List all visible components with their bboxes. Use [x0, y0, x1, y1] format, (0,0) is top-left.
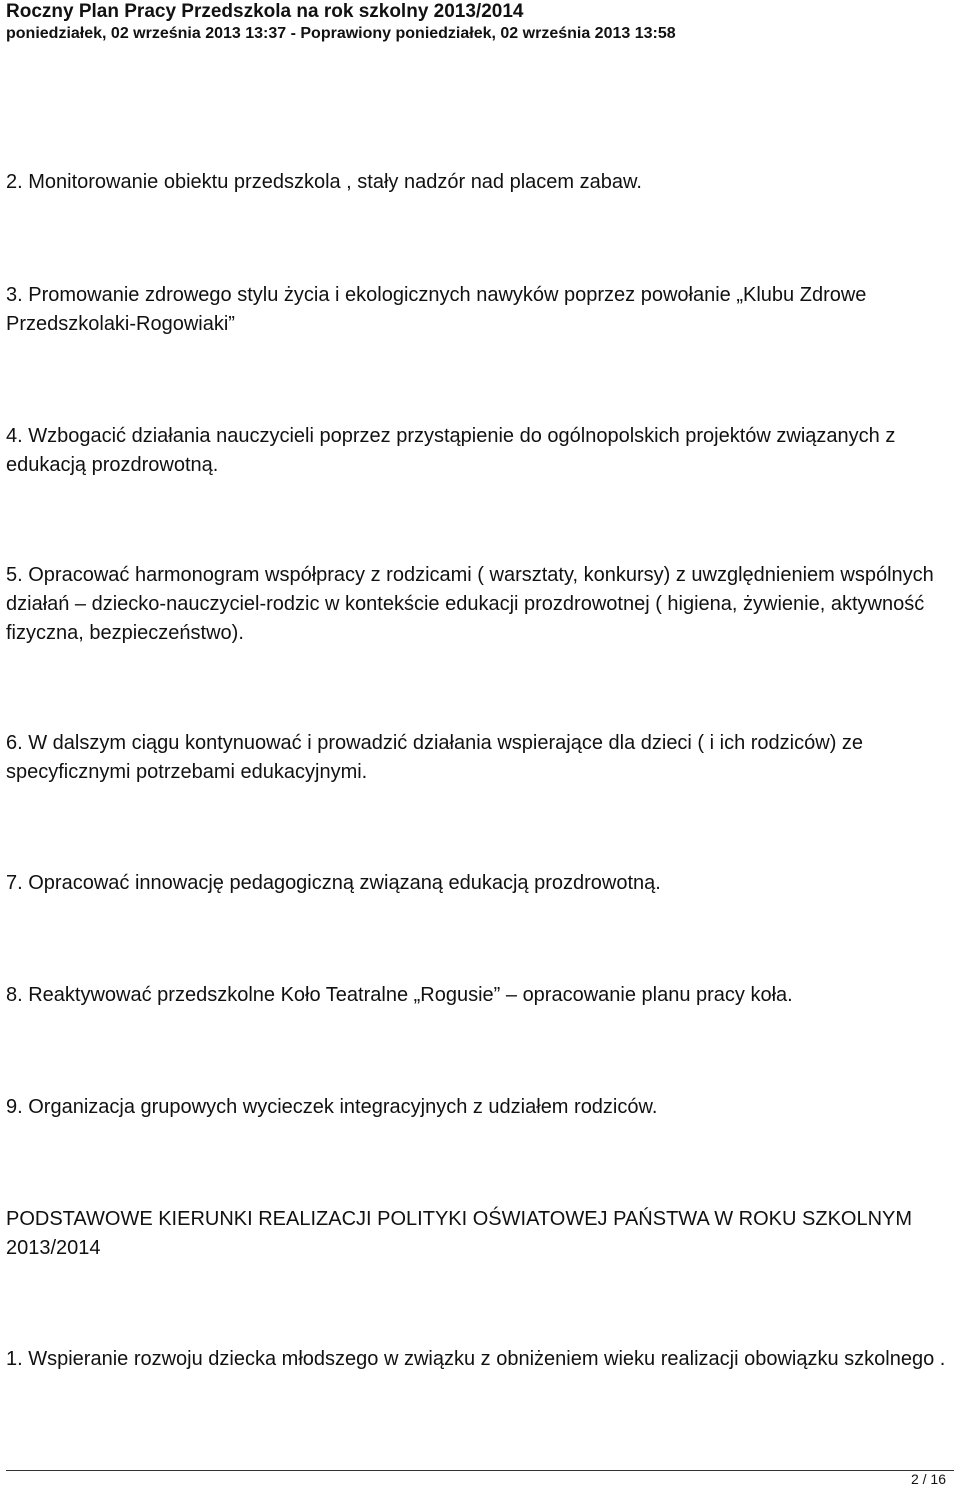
list-item: 6. W dalszym ciągu kontynuować i prowadzić działania wspierające dla dzieci ( i ich rodziców) ze specyficznymi potrzebami edukacyjnymi.: [6, 732, 864, 783]
page-number: 2 / 16: [910, 1471, 946, 1487]
list-item: 2. Monitorowanie obiektu przedszkola , stały nadzór nad placem zabaw.: [6, 171, 642, 193]
section-heading: PODSTAWOWE KIERUNKI REALIZACJI POLITYKI OŚWIATOWEJ PAŃSTWA W ROKU SZKOLNYM 2013/2014: [6, 1208, 913, 1259]
list-item: 7. Opracować innowację pedagogiczną związaną edukacją prozdrowotną.: [6, 872, 661, 894]
list-item: 3. Promowanie zdrowego stylu życia i ekologicznych nawyków poprzez powołanie „Klubu Zdrowe Przedszkolaki-Rogowiaki”: [6, 284, 867, 335]
list-item: 4. Wzbogacić działania nauczycieli poprzez przystąpienie do ogólnopolskich projektów związanych z edukacją prozdrowotną.: [6, 425, 896, 476]
list-item: 5. Opracować harmonogram współpracy z rodzicami ( warsztaty, konkursy) z uwzględnieniem wspólnych działań – dziecko-nauczyciel-rodzic w kontekście edukacji prozdrowotnej ( higiena, żywienie, aktywność fizyczna, bezpieczeństwo).: [6, 564, 934, 644]
document-title: Roczny Plan Pracy Przedszkola na rok szkolny 2013/2014: [6, 1, 524, 22]
list-item: 9. Organizacja grupowych wycieczek integracyjnych z udziałem rodziców.: [6, 1096, 658, 1118]
list-item: 1. Wspieranie rozwoju dziecka młodszego w związku z obniżeniem wieku realizacji obowiązku szkolnego .: [6, 1348, 946, 1370]
document-header: [6, 0, 956, 44]
document-meta: poniedziałek, 02 września 2013 13:37 - Poprawiony poniedziałek, 02 września 2013 13:58: [6, 25, 676, 42]
footer-divider: [6, 1470, 954, 1471]
list-item: 8. Reaktywować przedszkolne Koło Teatralne „Rogusie” – opracowanie planu pracy koła.: [6, 984, 793, 1006]
